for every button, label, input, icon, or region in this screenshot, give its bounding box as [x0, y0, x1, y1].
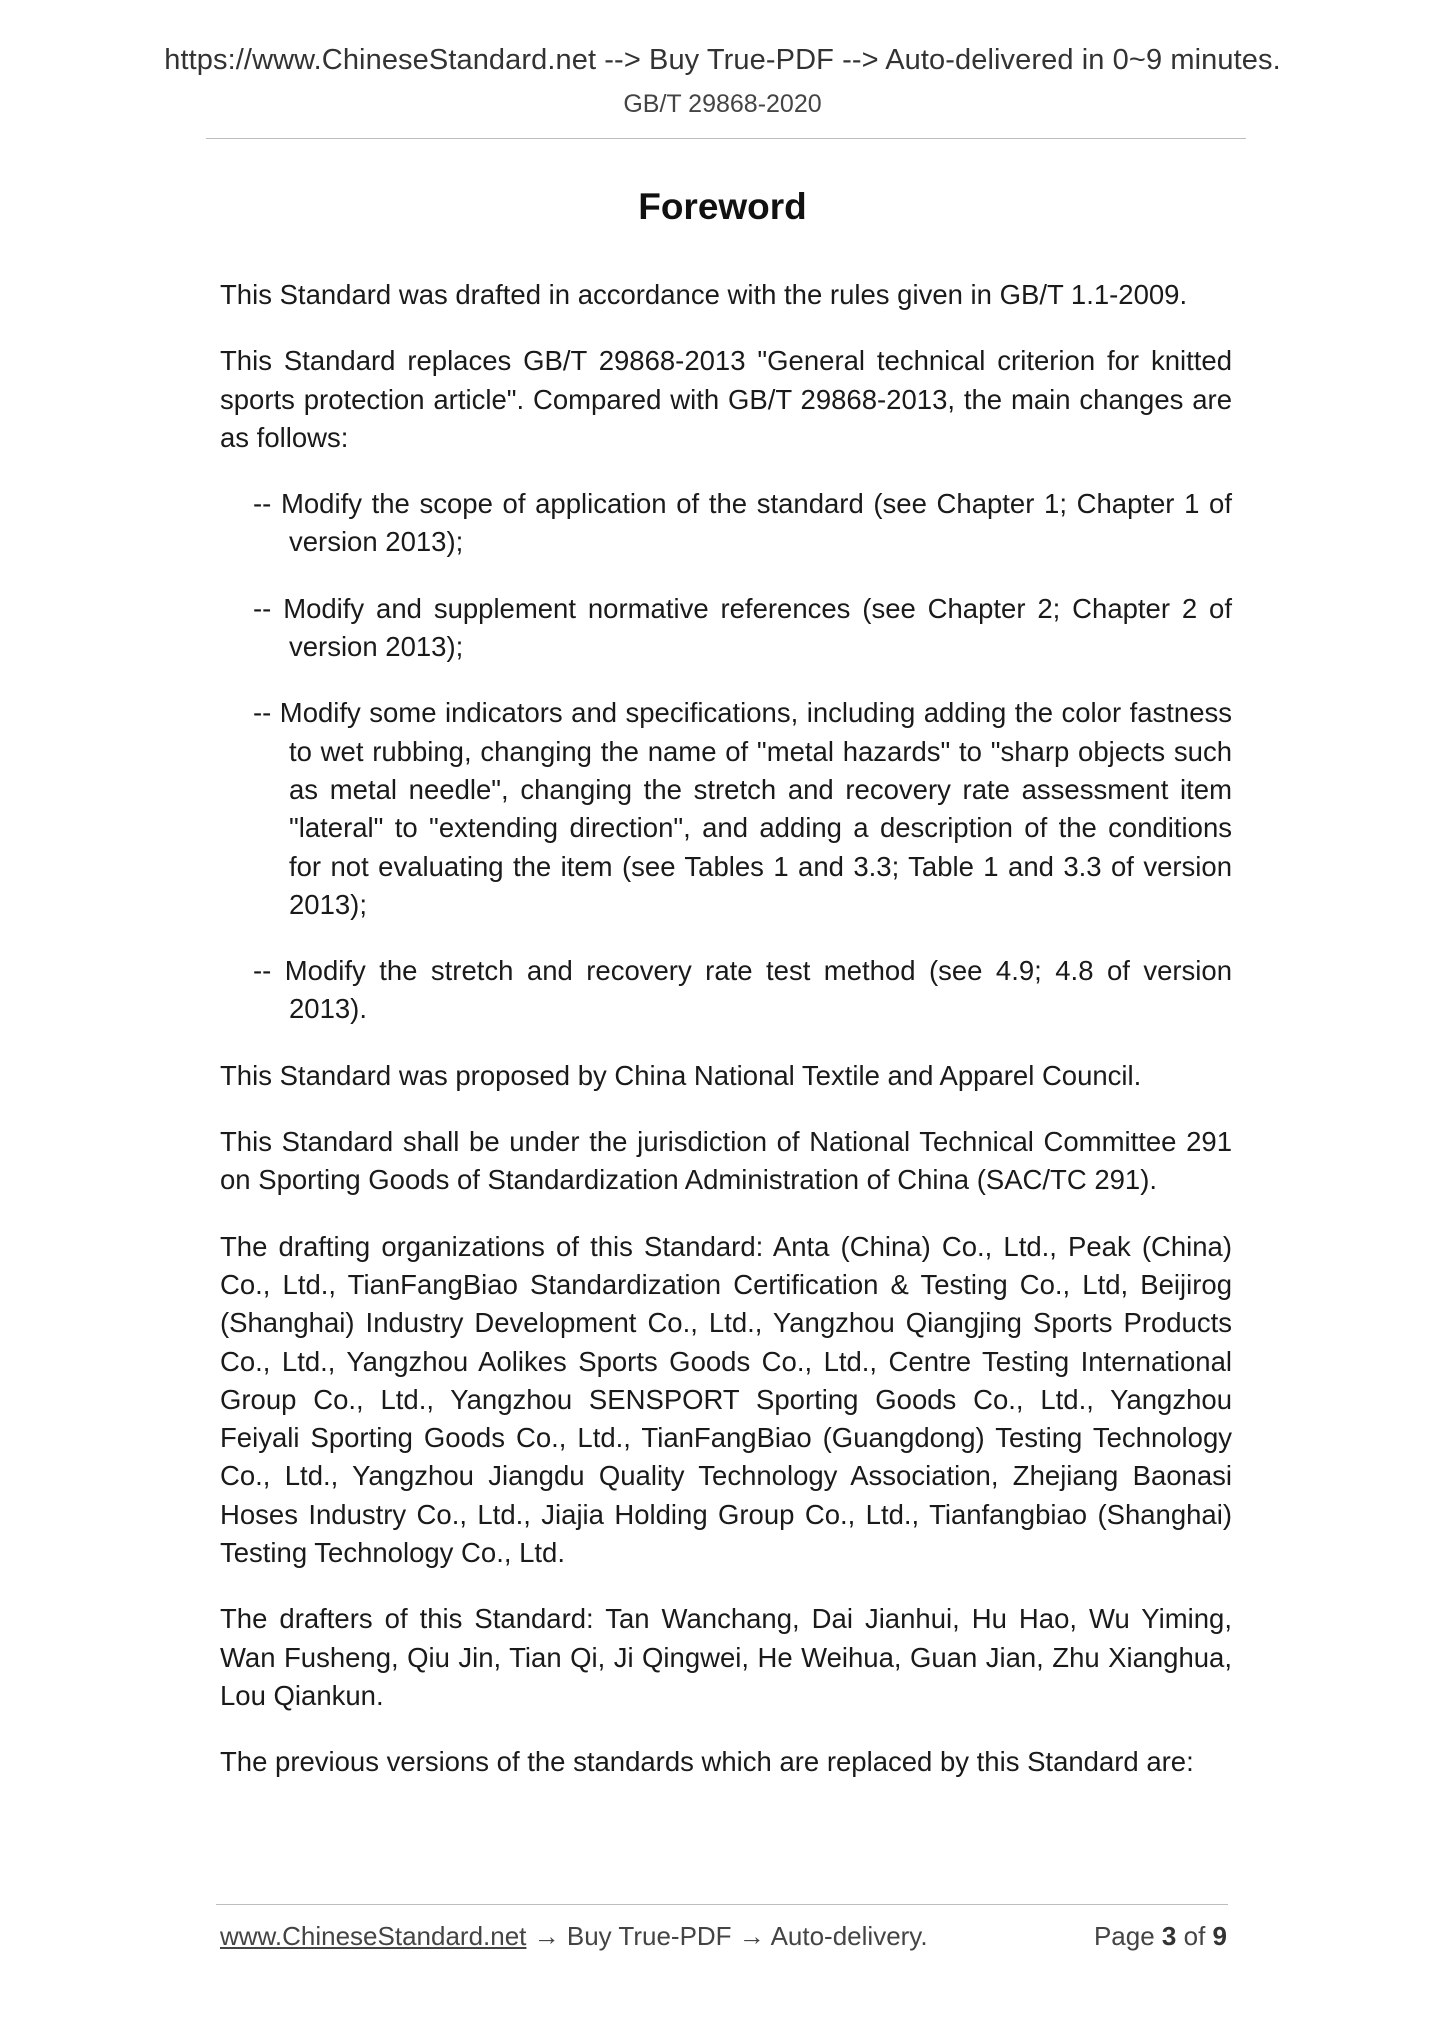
paragraph-drafters: The drafters of this Standard: Tan Wanchang, Dai Jianhui, Hu Hao, Wu Yiming, Wan Fusheng, Qiu Jin, Tian Qi, Ji Qingwei, He Weihua, Guan Jian, Zhu Xianghua, Lou Qiankun.: [220, 1603, 1232, 1711]
footer-tagline: → Buy True-PDF → Auto-delivery.: [526, 1921, 928, 1951]
site-link[interactable]: www.ChineseStandard.net: [220, 1921, 527, 1951]
page-title: Foreword: [638, 186, 807, 227]
page-current: 3: [1161, 1921, 1177, 1951]
paragraph-drafting-rules: This Standard was drafted in accordance with the rules given in GB/T 1.1-2009.: [220, 279, 1188, 310]
paragraph-drafting-organizations: The drafting organizations of this Standard: Anta (China) Co., Ltd., Peak (China) Co., Ltd., TianFangBiao Standardization Certification & Testing Co., Ltd, Beijirog (Shanghai) Industry Development Co., Ltd., Yangzhou Qiangjing Sports Products Co., Ltd., Yangzhou Aolikes Sports Goods Co., Ltd., Centre Testing International Group Co., Ltd., Yangzhou SENSPORT Sporting Goods Co., Ltd., Yangzhou Feiyali Sporting Goods Co., Ltd., TianFangBiao (Guangdong) Testing Technology Co., Ltd., Yangzhou Jiangdu Quality Technology Association, Zhejiang Baonasi Hoses Industry Co., Ltd., Jiajia Holding Group Co., Ltd., Tianfangbiao (Shanghai) Testing Technology Co., Ltd.: [220, 1230, 1232, 1569]
footer-left: [220, 1921, 928, 1952]
change-item: -- Modify some indicators and specifications, including adding the color fastness to wet rubbing, changing the name of "metal hazards" to "sharp objects such as metal needle", changing the stretch and recovery rate assessment item "lateral" to "extending direction", and adding a description of the conditions for not evaluating the item (see Tables 1 and 3.3; Table 1 and 3.3 of version 2013);: [253, 697, 1232, 920]
page-word: Page: [1093, 1921, 1155, 1951]
page-total: 9: [1212, 1921, 1227, 1951]
paragraph-jurisdiction: This Standard shall be under the jurisdiction of National Technical Committee 291 on Sporting Goods of Standardization Administration of China (SAC/TC 291).: [220, 1126, 1232, 1196]
page-indicator: [1094, 1921, 1227, 1952]
change-item: -- Modify the stretch and recovery rate test method (see 4.9; 4.8 of version 2013).: [253, 955, 1232, 1025]
paragraph-previous-versions: The previous versions of the standards which are replaced by this Standard are:: [220, 1746, 1194, 1778]
footer-divider: [216, 1904, 1228, 1905]
page-of: of: [1183, 1921, 1206, 1951]
paragraph-proposed-by: This Standard was proposed by China National Textile and Apparel Council.: [220, 1059, 1142, 1091]
paragraph-replaces: This Standard replaces GB/T 29868-2013 "General technical criterion for knitted sports protection article". Compared with GB/T 29868-2013, the main changes are as follows:: [220, 345, 1232, 453]
foreword-body: [220, 276, 1232, 1810]
change-item: -- Modify and supplement normative references (see Chapter 2; Chapter 2 of version 2013);: [253, 592, 1232, 663]
header-divider: [206, 138, 1246, 139]
standard-code: GB/T 29868-2020: [623, 90, 822, 118]
change-item: -- Modify the scope of application of the standard (see Chapter 1; Chapter 1 of version 2013);: [253, 488, 1232, 558]
top-banner: https://www.ChineseStandard.net --> Buy True-PDF --> Auto-delivered in 0~9 minutes.: [164, 44, 1281, 76]
